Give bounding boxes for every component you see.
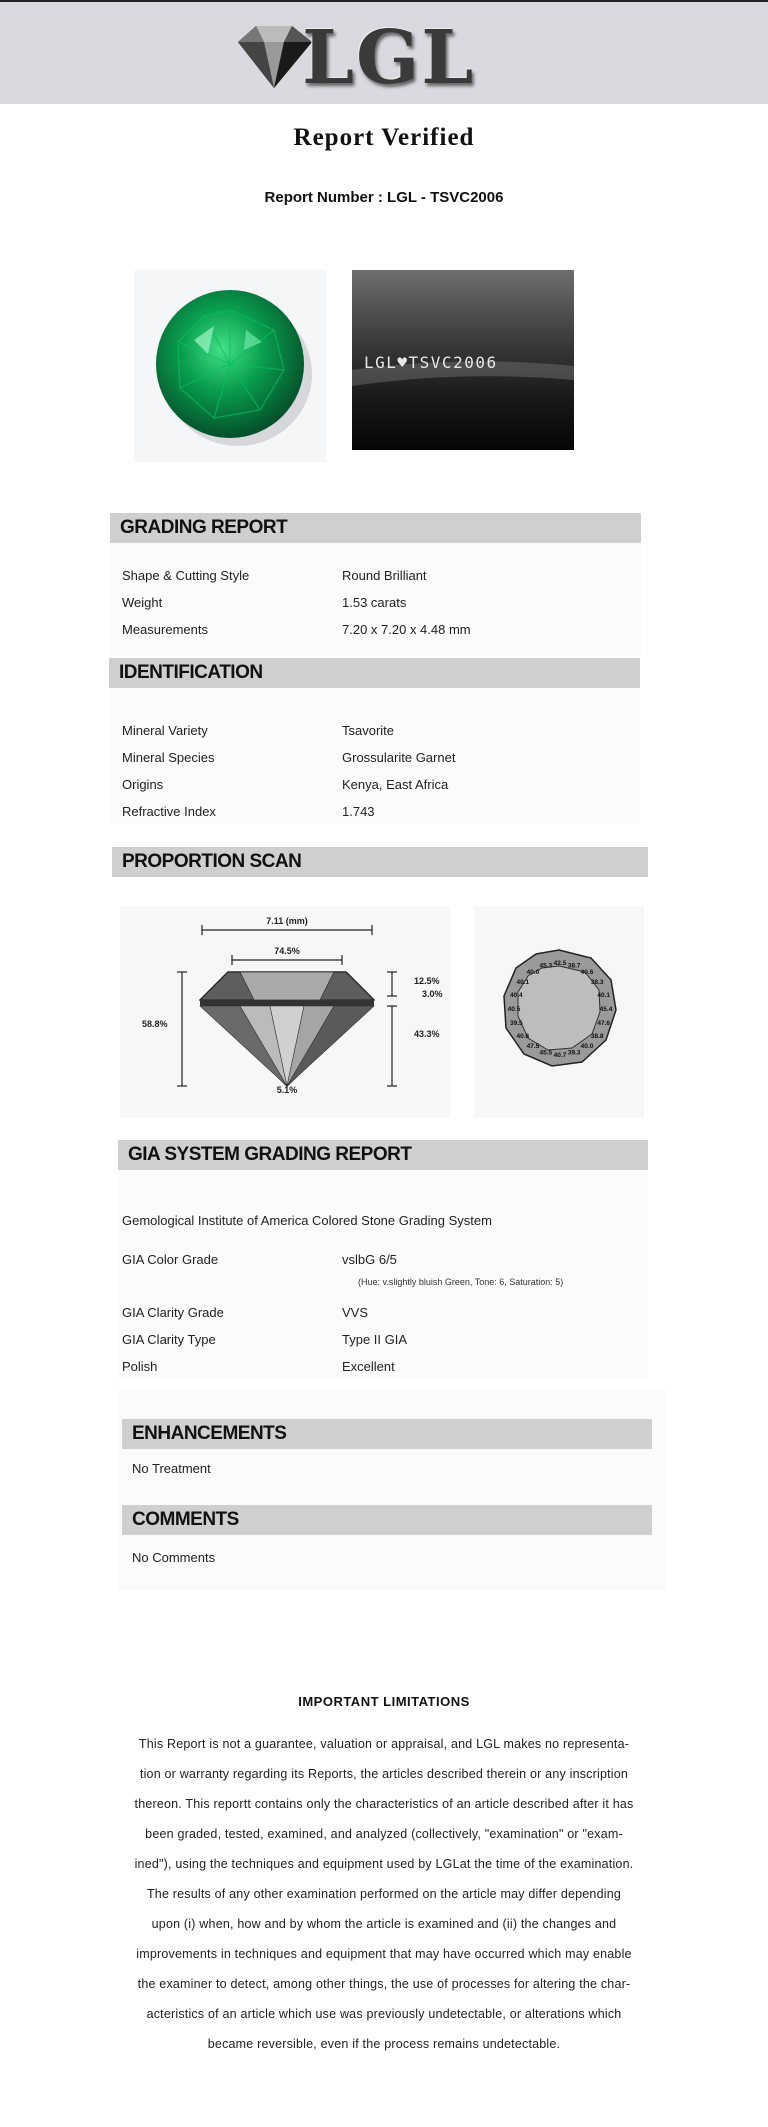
girdle-percent-label: 3.0% bbox=[422, 989, 443, 999]
limitations-line: the examiner to detect, among other things, the use of processes for altering the char- bbox=[137, 1977, 631, 1991]
limitations-line: tion or warranty regarding its Reports, the articles described therein or any inscription bbox=[139, 1767, 629, 1781]
limitations-line: been graded, tested, examined, and analyzed (collectively, "examination" or "exam- bbox=[145, 1827, 623, 1841]
pavilion-percent-label: 43.3% bbox=[414, 1029, 440, 1039]
table-percent-label: 74.5% bbox=[274, 946, 300, 956]
facet-value-label: 40.0 bbox=[580, 1043, 594, 1051]
limitations-line: improvements in techniques and equipment that may have occurred which may enable bbox=[136, 1947, 632, 1961]
header-band bbox=[0, 0, 768, 104]
comments-text: No Comments bbox=[132, 1550, 216, 1565]
gia-label: GIA Clarity Grade bbox=[122, 1305, 224, 1320]
limitations-line: ined"), using the techniques and equipment used by LGLat the time of the examination. bbox=[134, 1857, 634, 1871]
gemstone-photo bbox=[134, 270, 326, 462]
page-title: Report Verified bbox=[293, 124, 475, 151]
facet-value-label: 47.6 bbox=[597, 1020, 611, 1028]
identification-label: Mineral Variety bbox=[122, 723, 208, 738]
facet-value-label: 38.7 bbox=[567, 962, 581, 970]
facet-value-label: 45.3 bbox=[539, 962, 553, 970]
gia-value: vslbG 6/5 bbox=[342, 1252, 397, 1267]
facet-value-label: 39.3 bbox=[567, 1049, 581, 1057]
limitations-line: became reversible, even if the process remains undetectable. bbox=[207, 2037, 561, 2051]
facet-value-label: 40.4 bbox=[509, 991, 523, 999]
profile-diagram bbox=[120, 906, 450, 1118]
facet-value-label: 40.5 bbox=[507, 1006, 521, 1013]
report-number: Report Number : LGL - TSVC2006 bbox=[264, 189, 504, 206]
limitations-line: The results of any other examination performed on the article may differ depending bbox=[146, 1887, 622, 1901]
grading-value: 1.53 carats bbox=[342, 595, 407, 610]
proportion-scan-heading: PROPORTION SCAN bbox=[112, 847, 648, 877]
facet-value-label: 40.1 bbox=[597, 991, 611, 999]
total-depth-label: 58.8% bbox=[142, 1019, 168, 1029]
inscription-photo bbox=[352, 270, 574, 450]
grading-value: 7.20 x 7.20 x 4.48 mm bbox=[342, 622, 471, 637]
grading-label: Measurements bbox=[122, 622, 208, 637]
facet-value-label: 39.5 bbox=[509, 1020, 523, 1028]
crown-percent-label: 12.5% bbox=[414, 976, 440, 986]
facet-value-label: 47.5 bbox=[526, 1043, 540, 1051]
grading-value: Round Brilliant bbox=[342, 568, 427, 583]
identification-value: Kenya, East Africa bbox=[342, 777, 449, 792]
gia-value: Excellent bbox=[342, 1359, 395, 1374]
gia-system-heading: GIA SYSTEM GRADING REPORT bbox=[118, 1140, 648, 1170]
culet-percent-label: 5.1% bbox=[276, 1085, 298, 1095]
gia-subtitle-text: Gemological Institute of America Colored Stone Grading System bbox=[122, 1213, 492, 1228]
grading-label: Weight bbox=[122, 595, 163, 610]
gemstone-image bbox=[134, 270, 326, 462]
gia-label: Polish bbox=[122, 1359, 158, 1374]
facet-value-label: 38.8 bbox=[590, 1033, 604, 1040]
gia-value: Type II GIA bbox=[342, 1332, 408, 1347]
facet-value-label: 40.6 bbox=[516, 1033, 530, 1040]
grading-label: Shape & Cutting Style bbox=[122, 568, 250, 583]
identification-value: Grossularite Garnet bbox=[342, 750, 456, 765]
facet-value-label: 38.3 bbox=[590, 979, 604, 986]
enhancements-heading: ENHANCEMENTS bbox=[122, 1419, 652, 1449]
facet-value-label: 42.5 bbox=[553, 960, 567, 967]
grading-report-heading: GRADING REPORT bbox=[110, 513, 641, 543]
facet-value-label: 45.4 bbox=[599, 1006, 613, 1013]
gia-value: VVS bbox=[342, 1305, 369, 1320]
limitations-heading: IMPORTANT LIMITATIONS bbox=[298, 1694, 470, 1709]
facet-value-label: 40.1 bbox=[516, 979, 530, 986]
limitations-line: acteristics of an article which use was previously undetectable, or alterations which bbox=[146, 2007, 622, 2021]
facet-value-label: 45.5 bbox=[539, 1049, 553, 1057]
enhancements-text: No Treatment bbox=[132, 1461, 211, 1476]
limitations-line: This Report is not a guarantee, valuation or appraisal, and LGL makes no representa- bbox=[138, 1737, 630, 1751]
facet-value-label: 40.7 bbox=[553, 1052, 567, 1059]
profile-diagram-svg bbox=[120, 906, 450, 1118]
facet-value-label: 40.6 bbox=[580, 968, 594, 976]
lgl-logo bbox=[232, 15, 492, 101]
identification-label: Refractive Index bbox=[122, 804, 216, 819]
top-view-diagram bbox=[474, 906, 644, 1118]
comments-heading: COMMENTS bbox=[122, 1505, 652, 1535]
inscription-image bbox=[352, 270, 574, 450]
logo-text: LGL bbox=[302, 15, 476, 101]
top-view-diagram-svg bbox=[474, 906, 644, 1118]
facet-value-label: 40.0 bbox=[526, 968, 540, 976]
identification-value: 1.743 bbox=[342, 804, 375, 819]
identification-heading: IDENTIFICATION bbox=[109, 658, 640, 688]
identification-label: Mineral Species bbox=[122, 750, 215, 765]
color-grade-note: (Hue: v.slightly bluish Green, Tone: 6, Saturation: 5) bbox=[358, 1277, 564, 1287]
identification-label: Origins bbox=[122, 777, 164, 792]
limitations-line: upon (i) when, how and by whom the article is examined and (ii) the changes and bbox=[151, 1917, 617, 1931]
inscription-text: LGL♥TSVC2006 bbox=[364, 353, 498, 372]
gia-label: GIA Clarity Type bbox=[122, 1332, 216, 1347]
limitations-line: thereon. This reportt contains only the characteristics of an article described after it has bbox=[134, 1797, 634, 1811]
diameter-label: 7.11 (mm) bbox=[266, 916, 308, 926]
identification-value: Tsavorite bbox=[342, 723, 395, 738]
gia-label: GIA Color Grade bbox=[122, 1252, 219, 1267]
